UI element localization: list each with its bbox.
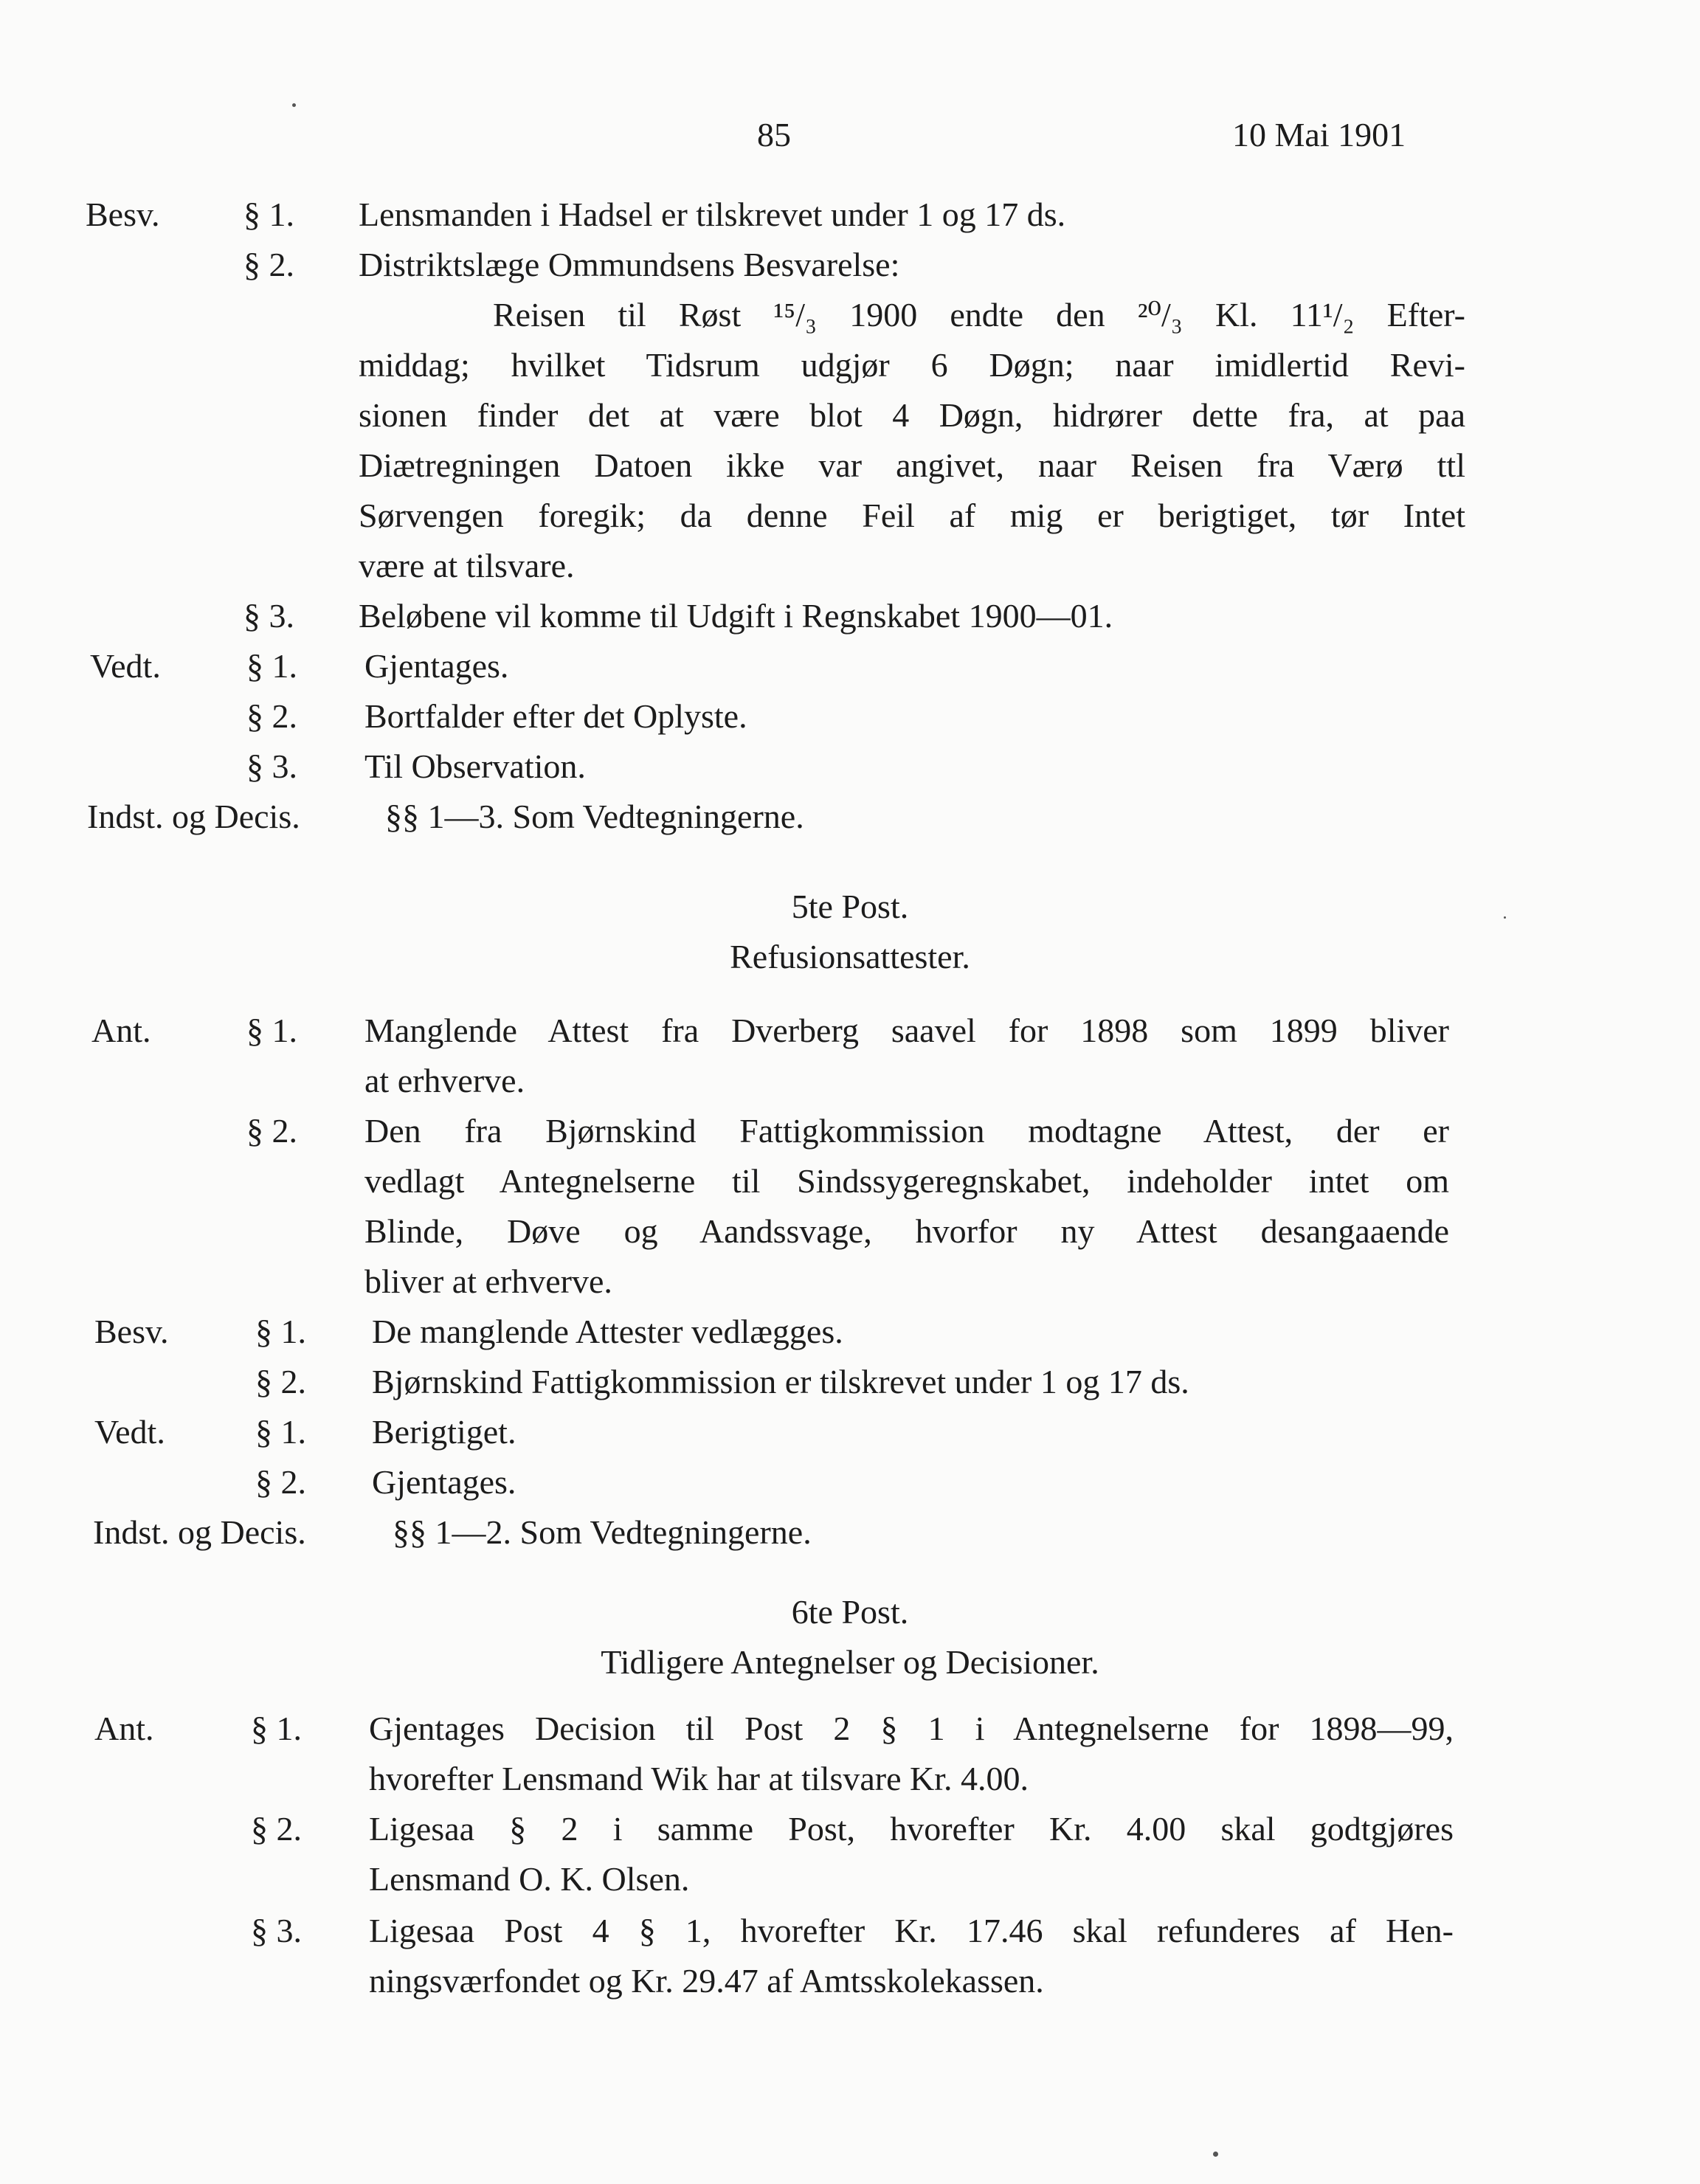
ant-p2-line: Den fra Bjørnskind Fattigkommission modtagne Attest, der er	[364, 1112, 1449, 1150]
indst-text: §§ 1—2. Som Vedtegningerne.	[393, 1513, 812, 1551]
ant-p2-line: Ligesaa § 2 i samme Post, hvorefter Kr. 4.00 skal godtgjøres	[369, 1810, 1454, 1848]
ant-p3-number: § 3.	[251, 1912, 302, 1949]
indst-text: §§ 1—3. Som Vedtegningerne.	[385, 798, 804, 835]
ant-p1-number: § 1.	[251, 1710, 302, 1747]
vedt-p3-text: Til Observation.	[364, 747, 586, 785]
section-title: 6te Post.	[791, 1593, 909, 1631]
indst-label: Indst. og Decis.	[87, 798, 300, 835]
ant-p3-line: ningsværfondet og Kr. 29.47 af Amtsskolekassen.	[369, 1962, 1044, 2000]
ant-p3-line: Ligesaa Post 4 § 1, hvorefter Kr. 17.46 skal refunderes af Hen-	[369, 1912, 1454, 1949]
besv-p2-line: være at tilsvare.	[359, 547, 575, 584]
vedt-p2-number: § 2.	[246, 697, 297, 735]
ant-p2-line: Lensmand O. K. Olsen.	[369, 1860, 690, 1898]
ant-p2-number: § 2.	[251, 1810, 302, 1848]
besv-label: Besv.	[86, 196, 160, 233]
besv-p2-line: Diætregningen Datoen ikke var angivet, naar Reisen fra Værø ttl	[359, 446, 1465, 484]
besv-p1-text: Lensmanden i Hadsel er tilskrevet under 1 og 17 ds.	[359, 196, 1066, 233]
vedt-p1-number: § 1.	[246, 647, 297, 685]
vedt-p2-text: Gjentages.	[372, 1463, 516, 1501]
vedt-p1-text: Berigtiget.	[372, 1413, 516, 1451]
section-subtitle: Tidligere Antegnelser og Decisioner.	[601, 1643, 1099, 1681]
ant-p2-line: vedlagt Antegnelserne til Sindssygeregnskabet, indeholder intet om	[364, 1162, 1449, 1200]
section-subtitle: Refusionsattester.	[730, 938, 970, 975]
vedt-p1-number: § 1.	[255, 1413, 306, 1451]
besv-p2-line: Sørvengen foregik; da denne Feil af mig er berigtiget, tør Intet	[359, 497, 1465, 534]
scan-speck	[292, 103, 296, 107]
besv-p1-text: De manglende Attester vedlægges.	[372, 1313, 843, 1350]
besv-p2-line: middag; hvilket Tidsrum udgjør 6 Døgn; naar imidlertid Revi-	[359, 346, 1465, 384]
page-number: 85	[757, 116, 791, 153]
vedt-p2-text: Bortfalder efter det Oplyste.	[364, 697, 747, 735]
vedt-p3-number: § 3.	[246, 747, 297, 785]
vedt-label: Vedt.	[94, 1413, 165, 1451]
vedt-label: Vedt.	[90, 647, 161, 685]
ant-p1-number: § 1.	[246, 1012, 297, 1049]
besv-p3-number: § 3.	[243, 597, 294, 635]
besv-p2-line: sionen finder det at være blot 4 Døgn, hidrører dette fra, at paa	[359, 396, 1465, 434]
ant-p2-number: § 2.	[246, 1112, 297, 1150]
besv-p2-number: § 2.	[255, 1363, 306, 1400]
besv-p1-number: § 1.	[255, 1313, 306, 1350]
ant-p1-line: hvorefter Lensmand Wik har at tilsvare Kr. 4.00.	[369, 1760, 1029, 1797]
scan-speck	[1213, 2152, 1218, 2157]
besv-p2-text: Bjørnskind Fattigkommission er tilskrevet under 1 og 17 ds.	[372, 1363, 1189, 1400]
besv-p2-heading: Distriktslæge Ommundsens Besvarelse:	[359, 246, 900, 283]
vedt-p1-text: Gjentages.	[364, 647, 509, 685]
besv-p3-text: Beløbene vil komme til Udgift i Regnskabet 1900—01.	[359, 597, 1113, 635]
ant-label: Ant.	[94, 1710, 154, 1747]
scan-speck	[1504, 916, 1506, 919]
ant-p2-line: bliver at erhverve.	[364, 1262, 612, 1300]
ant-p1-line: Gjentages Decision til Post 2 § 1 i Antegnelserne for 1898—99,	[369, 1710, 1454, 1747]
indst-label: Indst. og Decis.	[93, 1513, 306, 1551]
section-title: 5te Post.	[791, 888, 909, 925]
ant-p2-line: Blinde, Døve og Aandssvage, hvorfor ny Attest desangaaende	[364, 1212, 1449, 1250]
ant-p1-line: Manglende Attest fra Dverberg saavel for 1898 som 1899 bliver	[364, 1012, 1449, 1049]
besv-label: Besv.	[94, 1313, 169, 1350]
besv-p2-number: § 2.	[243, 246, 294, 283]
ant-p1-line: at erhverve.	[364, 1062, 525, 1099]
ant-label: Ant.	[91, 1012, 151, 1049]
besv-p2-line: Reisen til Røst ¹⁵/₃ 1900 endte den ²⁰/₃ Kl. 11¹/₂ Efter-	[493, 296, 1465, 334]
page-date: 10 Mai 1901	[1232, 116, 1406, 153]
besv-p1-number: § 1.	[243, 196, 294, 233]
vedt-p2-number: § 2.	[255, 1463, 306, 1501]
